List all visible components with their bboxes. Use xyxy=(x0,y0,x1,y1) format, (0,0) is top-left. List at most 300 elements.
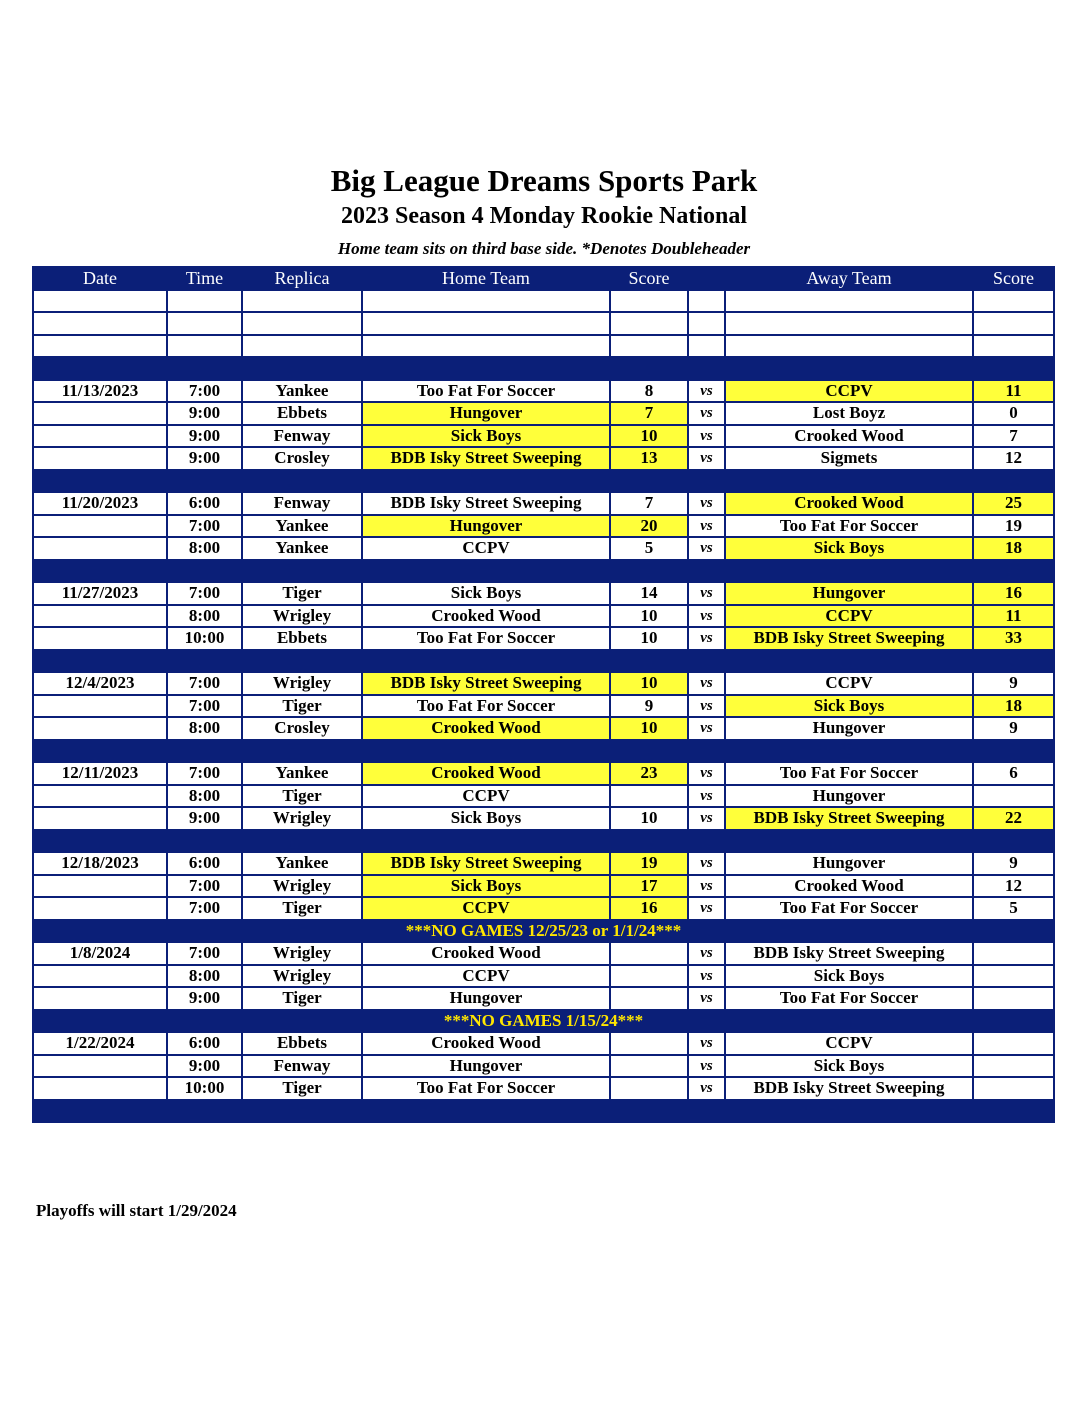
home-team-cell: Sick Boys xyxy=(362,807,610,830)
empty-cell xyxy=(688,470,725,493)
home-team-cell: Hungover xyxy=(362,515,610,538)
home-score-cell xyxy=(610,987,688,1010)
empty-cell xyxy=(973,335,1054,358)
home-team-cell: Crooked Wood xyxy=(362,762,610,785)
empty-cell xyxy=(33,290,167,313)
empty-cell xyxy=(242,650,362,673)
away-score-cell xyxy=(973,1055,1054,1078)
header-away-score: Score xyxy=(973,267,1054,290)
away-team-cell: Too Fat For Soccer xyxy=(725,515,973,538)
empty-cell xyxy=(33,650,167,673)
home-score-cell xyxy=(610,785,688,808)
home-score-cell: 19 xyxy=(610,852,688,875)
home-score-cell: 8 xyxy=(610,380,688,403)
away-team-cell: BDB Isky Street Sweeping xyxy=(725,1077,973,1100)
home-score-cell: 10 xyxy=(610,605,688,628)
time-cell: 6:00 xyxy=(167,852,242,875)
time-cell: 8:00 xyxy=(167,965,242,988)
vs-cell: vs xyxy=(688,942,725,965)
empty-cell xyxy=(688,290,725,313)
date-cell: 12/18/2023 xyxy=(33,852,167,875)
home-score-cell: 10 xyxy=(610,425,688,448)
vs-cell: vs xyxy=(688,627,725,650)
schedule-table xyxy=(32,266,1055,1123)
away-score-cell xyxy=(973,942,1054,965)
empty-cell xyxy=(725,1100,973,1123)
home-team-cell: Sick Boys xyxy=(362,425,610,448)
home-team-cell: Sick Boys xyxy=(362,582,610,605)
empty-cell xyxy=(725,290,973,313)
date-cell: 1/8/2024 xyxy=(33,942,167,965)
empty-cell xyxy=(362,290,610,313)
game-row xyxy=(33,942,1054,965)
replica-cell: Wrigley xyxy=(242,875,362,898)
separator-row xyxy=(33,1100,1054,1123)
home-score-cell: 20 xyxy=(610,515,688,538)
vs-cell: vs xyxy=(688,807,725,830)
away-team-cell: BDB Isky Street Sweeping xyxy=(725,942,973,965)
replica-cell: Yankee xyxy=(242,515,362,538)
empty-cell xyxy=(610,650,688,673)
away-team-cell: Too Fat For Soccer xyxy=(725,897,973,920)
empty-cell xyxy=(167,650,242,673)
replica-cell: Wrigley xyxy=(242,942,362,965)
empty-cell xyxy=(167,357,242,380)
away-score-cell xyxy=(973,965,1054,988)
time-cell: 7:00 xyxy=(167,380,242,403)
game-row xyxy=(33,897,1054,920)
replica-cell: Tiger xyxy=(242,695,362,718)
time-cell: 9:00 xyxy=(167,447,242,470)
empty-cell xyxy=(725,650,973,673)
no-games-note: ***NO GAMES 12/25/23 or 1/1/24*** xyxy=(33,920,1054,943)
replica-cell: Tiger xyxy=(242,582,362,605)
away-team-cell: Sigmets xyxy=(725,447,973,470)
date-cell: 11/20/2023 xyxy=(33,492,167,515)
time-cell: 10:00 xyxy=(167,627,242,650)
replica-cell: Tiger xyxy=(242,785,362,808)
time-cell: 7:00 xyxy=(167,695,242,718)
home-score-cell: 23 xyxy=(610,762,688,785)
replica-cell: Yankee xyxy=(242,762,362,785)
time-cell: 6:00 xyxy=(167,1032,242,1055)
home-score-cell: 13 xyxy=(610,447,688,470)
empty-cell xyxy=(610,1100,688,1123)
time-cell: 7:00 xyxy=(167,942,242,965)
away-team-cell: Sick Boys xyxy=(725,537,973,560)
empty-cell xyxy=(167,1100,242,1123)
away-score-cell: 33 xyxy=(973,627,1054,650)
replica-cell: Ebbets xyxy=(242,627,362,650)
empty-cell xyxy=(610,830,688,853)
empty-cell xyxy=(167,560,242,583)
away-score-cell: 5 xyxy=(973,897,1054,920)
home-team-cell: BDB Isky Street Sweeping xyxy=(362,447,610,470)
empty-cell xyxy=(973,290,1054,313)
empty-row xyxy=(33,335,1054,358)
replica-cell: Wrigley xyxy=(242,807,362,830)
away-score-cell: 9 xyxy=(973,852,1054,875)
away-score-cell: 6 xyxy=(973,762,1054,785)
game-row xyxy=(33,537,1054,560)
replica-cell: Ebbets xyxy=(242,402,362,425)
time-cell: 7:00 xyxy=(167,897,242,920)
home-team-cell: CCPV xyxy=(362,897,610,920)
empty-cell xyxy=(242,290,362,313)
home-team-cell: Crooked Wood xyxy=(362,1032,610,1055)
date-cell xyxy=(33,807,167,830)
home-team-cell: Hungover xyxy=(362,402,610,425)
replica-cell: Yankee xyxy=(242,852,362,875)
away-team-cell: Too Fat For Soccer xyxy=(725,987,973,1010)
empty-cell xyxy=(33,357,167,380)
away-team-cell: Crooked Wood xyxy=(725,492,973,515)
date-cell xyxy=(33,537,167,560)
home-team-cell: BDB Isky Street Sweeping xyxy=(362,672,610,695)
date-cell xyxy=(33,1055,167,1078)
empty-cell xyxy=(688,650,725,673)
game-row xyxy=(33,515,1054,538)
empty-cell xyxy=(242,357,362,380)
header-home-score: Score xyxy=(610,267,688,290)
replica-cell: Wrigley xyxy=(242,965,362,988)
empty-cell xyxy=(167,335,242,358)
empty-cell xyxy=(362,560,610,583)
home-score-cell xyxy=(610,942,688,965)
away-team-cell: CCPV xyxy=(725,672,973,695)
header-home-team: Home Team xyxy=(362,267,610,290)
vs-cell: vs xyxy=(688,1077,725,1100)
date-cell xyxy=(33,1077,167,1100)
empty-cell xyxy=(725,830,973,853)
empty-cell xyxy=(33,830,167,853)
game-row xyxy=(33,875,1054,898)
replica-cell: Tiger xyxy=(242,1077,362,1100)
empty-cell xyxy=(688,830,725,853)
vs-cell: vs xyxy=(688,582,725,605)
vs-cell: vs xyxy=(688,605,725,628)
separator-row xyxy=(33,830,1054,853)
vs-cell: vs xyxy=(688,1032,725,1055)
empty-cell xyxy=(725,740,973,763)
home-team-cell: BDB Isky Street Sweeping xyxy=(362,492,610,515)
time-cell: 10:00 xyxy=(167,1077,242,1100)
empty-cell xyxy=(610,290,688,313)
home-team-cell: Hungover xyxy=(362,987,610,1010)
time-cell: 9:00 xyxy=(167,425,242,448)
time-cell: 8:00 xyxy=(167,785,242,808)
empty-cell xyxy=(610,357,688,380)
date-cell xyxy=(33,627,167,650)
home-team-cell: CCPV xyxy=(362,785,610,808)
empty-cell xyxy=(362,1100,610,1123)
replica-cell: Tiger xyxy=(242,897,362,920)
replica-cell: Tiger xyxy=(242,987,362,1010)
empty-row xyxy=(33,290,1054,313)
away-score-cell: 25 xyxy=(973,492,1054,515)
empty-cell xyxy=(242,335,362,358)
away-score-cell xyxy=(973,1032,1054,1055)
game-row xyxy=(33,695,1054,718)
empty-cell xyxy=(242,1100,362,1123)
home-score-cell: 9 xyxy=(610,695,688,718)
replica-cell: Crosley xyxy=(242,447,362,470)
header-vs xyxy=(688,267,725,290)
home-score-cell xyxy=(610,965,688,988)
away-team-cell: BDB Isky Street Sweeping xyxy=(725,627,973,650)
away-team-cell: Hungover xyxy=(725,785,973,808)
away-score-cell: 9 xyxy=(973,717,1054,740)
away-score-cell: 22 xyxy=(973,807,1054,830)
replica-cell: Yankee xyxy=(242,537,362,560)
game-row xyxy=(33,717,1054,740)
away-score-cell: 7 xyxy=(973,425,1054,448)
date-cell xyxy=(33,515,167,538)
empty-cell xyxy=(688,335,725,358)
vs-cell: vs xyxy=(688,380,725,403)
empty-cell xyxy=(725,357,973,380)
separator-row xyxy=(33,470,1054,493)
replica-cell: Wrigley xyxy=(242,605,362,628)
away-team-cell: CCPV xyxy=(725,605,973,628)
home-team-cell: CCPV xyxy=(362,537,610,560)
away-score-cell: 18 xyxy=(973,537,1054,560)
replica-cell: Fenway xyxy=(242,425,362,448)
empty-cell xyxy=(688,312,725,335)
away-team-cell: Hungover xyxy=(725,582,973,605)
time-cell: 8:00 xyxy=(167,537,242,560)
empty-cell xyxy=(33,470,167,493)
empty-cell xyxy=(242,312,362,335)
header-date: Date xyxy=(33,267,167,290)
away-team-cell: CCPV xyxy=(725,1032,973,1055)
replica-cell: Fenway xyxy=(242,1055,362,1078)
vs-cell: vs xyxy=(688,537,725,560)
empty-cell xyxy=(362,830,610,853)
vs-cell: vs xyxy=(688,425,725,448)
game-row xyxy=(33,785,1054,808)
time-cell: 8:00 xyxy=(167,605,242,628)
replica-cell: Yankee xyxy=(242,380,362,403)
home-score-cell: 7 xyxy=(610,492,688,515)
home-score-cell: 17 xyxy=(610,875,688,898)
vs-cell: vs xyxy=(688,672,725,695)
empty-cell xyxy=(688,1100,725,1123)
date-cell xyxy=(33,447,167,470)
empty-cell xyxy=(362,740,610,763)
empty-cell xyxy=(973,830,1054,853)
empty-cell xyxy=(167,290,242,313)
replica-cell: Fenway xyxy=(242,492,362,515)
home-team-cell: BDB Isky Street Sweeping xyxy=(362,852,610,875)
away-team-cell: Crooked Wood xyxy=(725,875,973,898)
game-row xyxy=(33,605,1054,628)
time-cell: 6:00 xyxy=(167,492,242,515)
empty-cell xyxy=(725,560,973,583)
empty-cell xyxy=(973,312,1054,335)
empty-cell xyxy=(362,650,610,673)
home-score-cell: 14 xyxy=(610,582,688,605)
away-team-cell: Sick Boys xyxy=(725,695,973,718)
away-team-cell: BDB Isky Street Sweeping xyxy=(725,807,973,830)
away-team-cell: Lost Boyz xyxy=(725,402,973,425)
home-team-cell: Crooked Wood xyxy=(362,942,610,965)
date-cell xyxy=(33,717,167,740)
home-score-cell: 10 xyxy=(610,717,688,740)
empty-cell xyxy=(362,357,610,380)
vs-cell: vs xyxy=(688,875,725,898)
game-row xyxy=(33,582,1054,605)
date-cell xyxy=(33,875,167,898)
empty-cell xyxy=(167,740,242,763)
game-row xyxy=(33,1077,1054,1100)
empty-cell xyxy=(167,470,242,493)
home-score-cell: 7 xyxy=(610,402,688,425)
vs-cell: vs xyxy=(688,447,725,470)
empty-cell xyxy=(973,357,1054,380)
page-subtitle: 2023 Season 4 Monday Rookie National xyxy=(340,203,748,229)
header-row xyxy=(33,267,1054,290)
empty-cell xyxy=(33,335,167,358)
empty-cell xyxy=(725,335,973,358)
empty-cell xyxy=(973,560,1054,583)
home-team-cell: Crooked Wood xyxy=(362,717,610,740)
home-team-cell: Too Fat For Soccer xyxy=(362,627,610,650)
date-cell xyxy=(33,897,167,920)
game-row xyxy=(33,1032,1054,1055)
empty-cell xyxy=(33,312,167,335)
game-row xyxy=(33,1055,1054,1078)
empty-row xyxy=(33,312,1054,335)
away-score-cell: 12 xyxy=(973,447,1054,470)
away-score-cell xyxy=(973,1077,1054,1100)
empty-cell xyxy=(610,470,688,493)
home-score-cell: 10 xyxy=(610,672,688,695)
separator-row xyxy=(33,357,1054,380)
separator-row xyxy=(33,560,1054,583)
time-cell: 7:00 xyxy=(167,515,242,538)
empty-cell xyxy=(688,357,725,380)
home-score-cell: 10 xyxy=(610,627,688,650)
away-team-cell: Sick Boys xyxy=(725,965,973,988)
date-cell: 12/4/2023 xyxy=(33,672,167,695)
away-score-cell: 18 xyxy=(973,695,1054,718)
time-cell: 8:00 xyxy=(167,717,242,740)
time-cell: 7:00 xyxy=(167,762,242,785)
time-cell: 9:00 xyxy=(167,807,242,830)
game-row xyxy=(33,672,1054,695)
home-team-cell: Crooked Wood xyxy=(362,605,610,628)
home-score-cell xyxy=(610,1032,688,1055)
empty-cell xyxy=(242,470,362,493)
vs-cell: vs xyxy=(688,515,725,538)
home-score-cell: 10 xyxy=(610,807,688,830)
empty-cell xyxy=(610,560,688,583)
empty-cell xyxy=(362,312,610,335)
date-cell xyxy=(33,987,167,1010)
date-cell xyxy=(33,605,167,628)
home-team-cell: Too Fat For Soccer xyxy=(362,1077,610,1100)
empty-cell xyxy=(242,830,362,853)
empty-cell xyxy=(725,470,973,493)
date-cell: 11/13/2023 xyxy=(33,380,167,403)
schedule-note: Home team sits on third base side. *Denotes Doubleheader xyxy=(337,239,751,258)
empty-cell xyxy=(610,312,688,335)
date-cell xyxy=(33,402,167,425)
vs-cell: vs xyxy=(688,897,725,920)
empty-cell xyxy=(242,740,362,763)
empty-cell xyxy=(33,740,167,763)
time-cell: 7:00 xyxy=(167,582,242,605)
header-replica: Replica xyxy=(242,267,362,290)
empty-cell xyxy=(362,335,610,358)
replica-cell: Wrigley xyxy=(242,672,362,695)
date-cell: 11/27/2023 xyxy=(33,582,167,605)
game-row xyxy=(33,807,1054,830)
empty-cell xyxy=(610,740,688,763)
empty-cell xyxy=(973,470,1054,493)
away-team-cell: Hungover xyxy=(725,852,973,875)
vs-cell: vs xyxy=(688,1055,725,1078)
date-cell: 1/22/2024 xyxy=(33,1032,167,1055)
empty-cell xyxy=(973,1100,1054,1123)
empty-cell xyxy=(167,830,242,853)
home-score-cell xyxy=(610,1077,688,1100)
away-team-cell: Sick Boys xyxy=(725,1055,973,1078)
empty-cell xyxy=(33,560,167,583)
vs-cell: vs xyxy=(688,852,725,875)
empty-cell xyxy=(973,650,1054,673)
separator-row xyxy=(33,650,1054,673)
page-title: Big League Dreams Sports Park xyxy=(330,163,758,198)
away-team-cell: CCPV xyxy=(725,380,973,403)
away-score-cell xyxy=(973,785,1054,808)
date-cell xyxy=(33,695,167,718)
empty-cell xyxy=(688,740,725,763)
empty-cell xyxy=(362,470,610,493)
header-time: Time xyxy=(167,267,242,290)
game-row xyxy=(33,402,1054,425)
game-row xyxy=(33,987,1054,1010)
date-cell: 12/11/2023 xyxy=(33,762,167,785)
empty-cell xyxy=(725,312,973,335)
vs-cell: vs xyxy=(688,492,725,515)
game-row xyxy=(33,447,1054,470)
vs-cell: vs xyxy=(688,717,725,740)
separator-row xyxy=(33,740,1054,763)
home-team-cell: Too Fat For Soccer xyxy=(362,380,610,403)
empty-cell xyxy=(688,560,725,583)
away-score-cell: 19 xyxy=(973,515,1054,538)
home-team-cell: Too Fat For Soccer xyxy=(362,695,610,718)
date-cell xyxy=(33,965,167,988)
game-row xyxy=(33,627,1054,650)
vs-cell: vs xyxy=(688,987,725,1010)
replica-cell: Crosley xyxy=(242,717,362,740)
home-score-cell: 16 xyxy=(610,897,688,920)
game-row xyxy=(33,965,1054,988)
no-games-row xyxy=(33,1010,1054,1033)
time-cell: 9:00 xyxy=(167,1055,242,1078)
vs-cell: vs xyxy=(688,762,725,785)
away-team-cell: Too Fat For Soccer xyxy=(725,762,973,785)
vs-cell: vs xyxy=(688,785,725,808)
replica-cell: Ebbets xyxy=(242,1032,362,1055)
time-cell: 7:00 xyxy=(167,672,242,695)
date-cell xyxy=(33,785,167,808)
game-row xyxy=(33,425,1054,448)
empty-cell xyxy=(242,560,362,583)
